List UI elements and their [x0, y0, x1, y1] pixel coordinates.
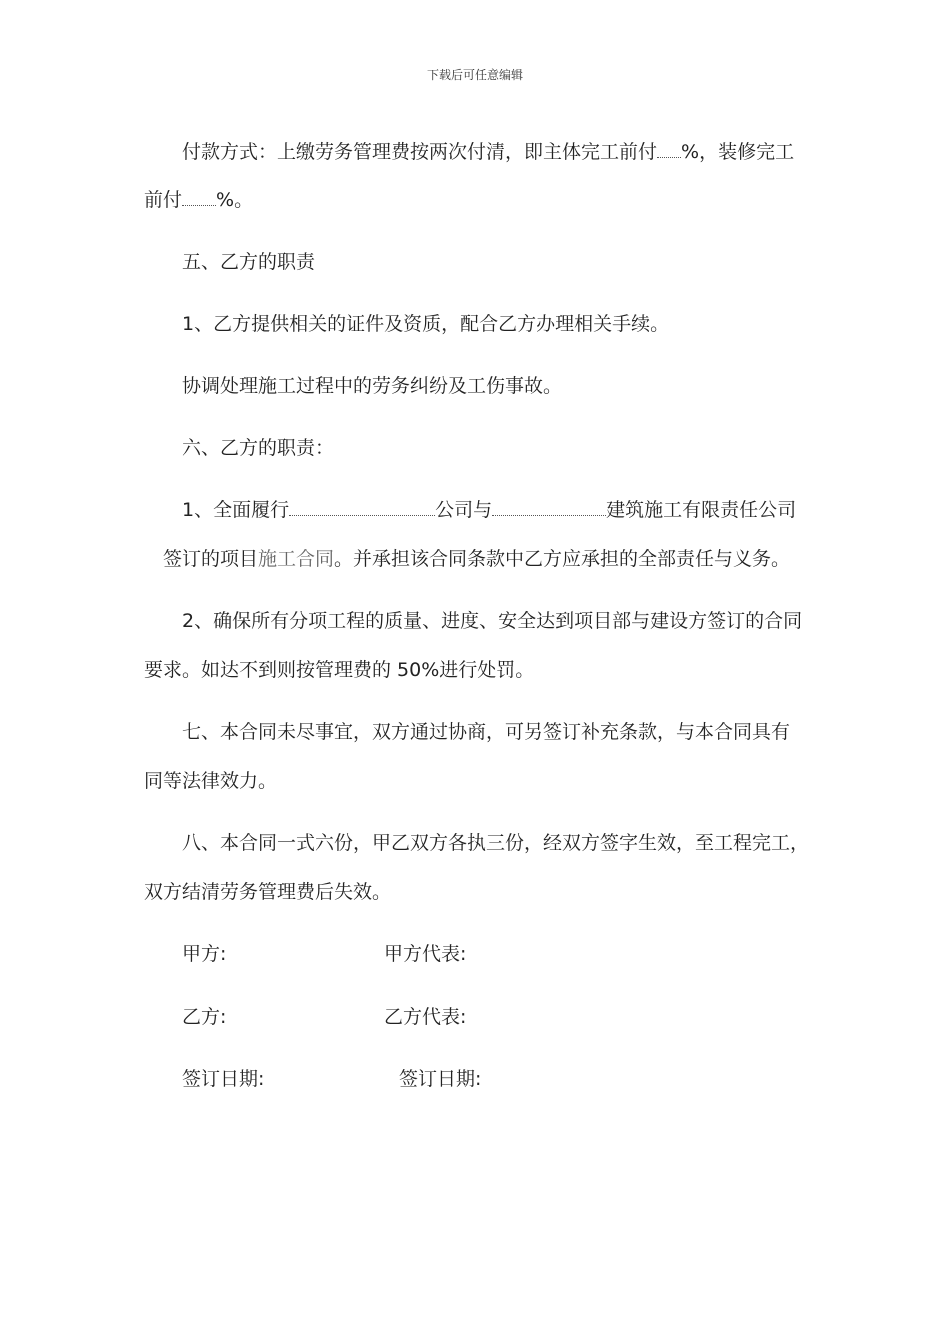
- section-5-item-2: 协调处理施工过程中的劳务纠纷及工伤事故。: [182, 375, 563, 397]
- section-6-item-1-line-1: [182, 497, 796, 523]
- section-6-item-2-line-2: 要求。如达不到则按管理费的 50%进行处罚。: [144, 659, 535, 681]
- sign-date-right-label: 签订日期:: [399, 1068, 482, 1090]
- contract-link-text: 施工合同: [258, 548, 335, 570]
- section-6-item-1-line-2: [163, 546, 790, 572]
- section-8-line-2: 双方结清劳务管理费后失效。: [144, 881, 392, 903]
- blank-field: [182, 187, 216, 206]
- party-b-rep-label: 乙方代表:: [384, 1006, 467, 1028]
- item-text: 。并承担该合同条款中乙方应承担的全部责任与义务。: [334, 548, 791, 570]
- section-5-title: 五、乙方的职责: [182, 251, 316, 273]
- section-7-line-2: 同等法律效力。: [144, 770, 278, 792]
- sign-date-left-label: 签订日期:: [182, 1068, 265, 1090]
- section-5-item-1: 1、乙方提供相关的证件及资质，配合乙方办理相关手续。: [182, 313, 670, 335]
- payment-text-1: 付款方式：上缴劳务管理费按两次付清，即主体完工前付: [182, 141, 658, 163]
- payment-line-2: [144, 187, 253, 213]
- payment-text-2: %，装修完工: [681, 141, 795, 163]
- page-header: 下载后可任意编辑: [426, 68, 523, 82]
- section-7-line-1: 七、本合同未尽事宜，双方通过协商，可另签订补充条款，与本合同具有: [182, 721, 791, 743]
- party-b-label: 乙方:: [182, 1006, 227, 1028]
- blank-field: [289, 497, 435, 516]
- party-a-rep-label: 甲方代表:: [384, 943, 467, 965]
- payment-text-3: 前付: [144, 189, 183, 211]
- item-text: 签订的项目: [163, 548, 259, 570]
- blank-field: [657, 139, 681, 158]
- section-6-title: 六、乙方的职责：: [182, 437, 335, 459]
- item-text: 1、全面履行: [182, 499, 290, 521]
- payment-text-4: %。: [216, 189, 254, 211]
- section-6-item-2-line-1: 2、确保所有分项工程的质量、进度、安全达到项目部与建设方签订的合同: [182, 610, 803, 632]
- payment-line-1: [182, 139, 794, 165]
- party-a-label: 甲方:: [182, 943, 227, 965]
- item-text: 公司与: [435, 499, 493, 521]
- item-text: 建筑施工有限责任公司: [606, 499, 797, 521]
- section-8-line-1: 八、本合同一式六份，甲乙双方各执三份，经双方签字生效，至工程完工，: [182, 832, 810, 854]
- blank-field: [492, 497, 606, 516]
